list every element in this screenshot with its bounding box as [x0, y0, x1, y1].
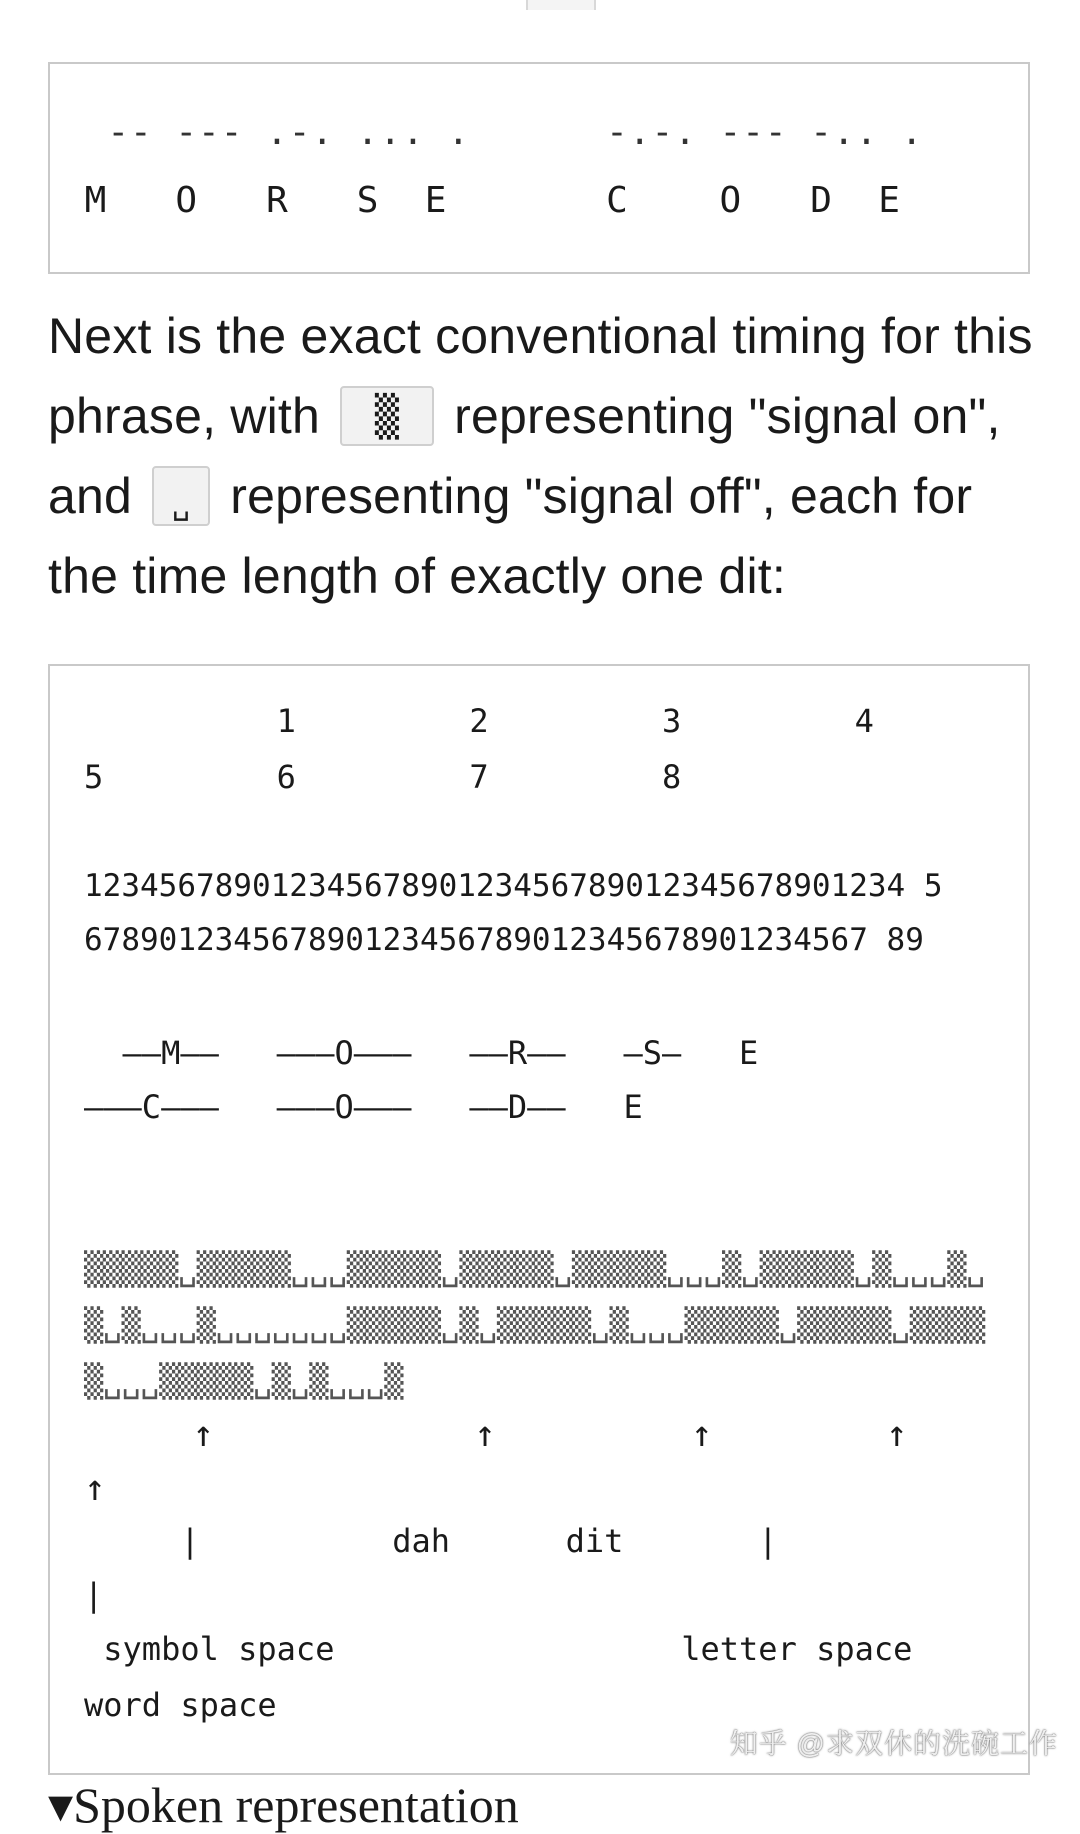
annotation-labels-line-2: | — [84, 1576, 104, 1614]
morse-letters-line: M O R S E C O D E — [62, 180, 901, 221]
signal-on-chip: ▒ — [340, 386, 434, 446]
letter-spans-line-2: ———C——— ———O——— ——D—— E — [84, 1088, 643, 1126]
space-captions-line-1: symbol space letter space — [84, 1630, 913, 1668]
tens-ruler-line-2: 5 6 7 8 — [84, 758, 682, 796]
previous-content-fragment — [0, 0, 1080, 10]
paragraph-text-1: Next is the exact conventional timing for this phrase, with — [48, 308, 1033, 444]
annotation-labels-line-1: | dah dit | — [84, 1522, 778, 1560]
space-captions-line-2: word space — [84, 1686, 277, 1724]
signal-pattern-line-3: ▒␣␣␣▒▒▒▒▒␣▒␣▒␣␣␣▒ — [84, 1362, 404, 1400]
timing-paragraph — [48, 296, 1038, 616]
paragraph-text-2: representing "signal on", and — [48, 388, 1001, 524]
timing-diagram-block — [48, 664, 1030, 1775]
spoken-representation-heading[interactable]: ▾Spoken representation — [48, 1777, 519, 1833]
morse-symbols-line: -- --- .-. ... . -.-. --- -.. . — [62, 112, 924, 153]
paragraph-text-3: representing "signal off", each for the time length of exactly one dit: — [48, 468, 973, 604]
signal-pattern-line-2: ▒␣▒␣␣␣▒␣␣␣␣␣␣␣▒▒▒▒▒␣▒␣▒▒▒▒▒␣▒␣␣␣▒▒▒▒▒␣▒▒▒▒▒␣▒▒▒▒ — [84, 1306, 985, 1344]
watermark: 知乎 @求双休的洗碗工作 — [729, 1728, 1058, 1759]
signal-off-chip: ␣ — [152, 466, 210, 526]
tens-ruler-line-1: 1 2 3 4 — [84, 702, 874, 740]
letter-spans-line-1: ——M—— ———O——— ——R—— —S— E — [84, 1034, 759, 1072]
signal-pattern-line-1: ▒▒▒▒▒␣▒▒▒▒▒␣␣␣▒▒▒▒▒␣▒▒▒▒▒␣▒▒▒▒▒␣␣␣▒␣▒▒▒▒▒␣▒␣␣␣▒␣ — [84, 1250, 985, 1288]
units-ruler-line-1: 12345678901234567890123456789012345678901234 5 — [84, 868, 943, 904]
units-ruler-line-2: 678901234567890123456789012345678901234567 89 — [84, 922, 924, 958]
inline-code-chip — [526, 0, 596, 10]
arrow-markers-line-1: ↑ ↑ ↑ ↑ — [84, 1414, 908, 1455]
arrow-markers-line-2: ↑ — [84, 1468, 106, 1509]
